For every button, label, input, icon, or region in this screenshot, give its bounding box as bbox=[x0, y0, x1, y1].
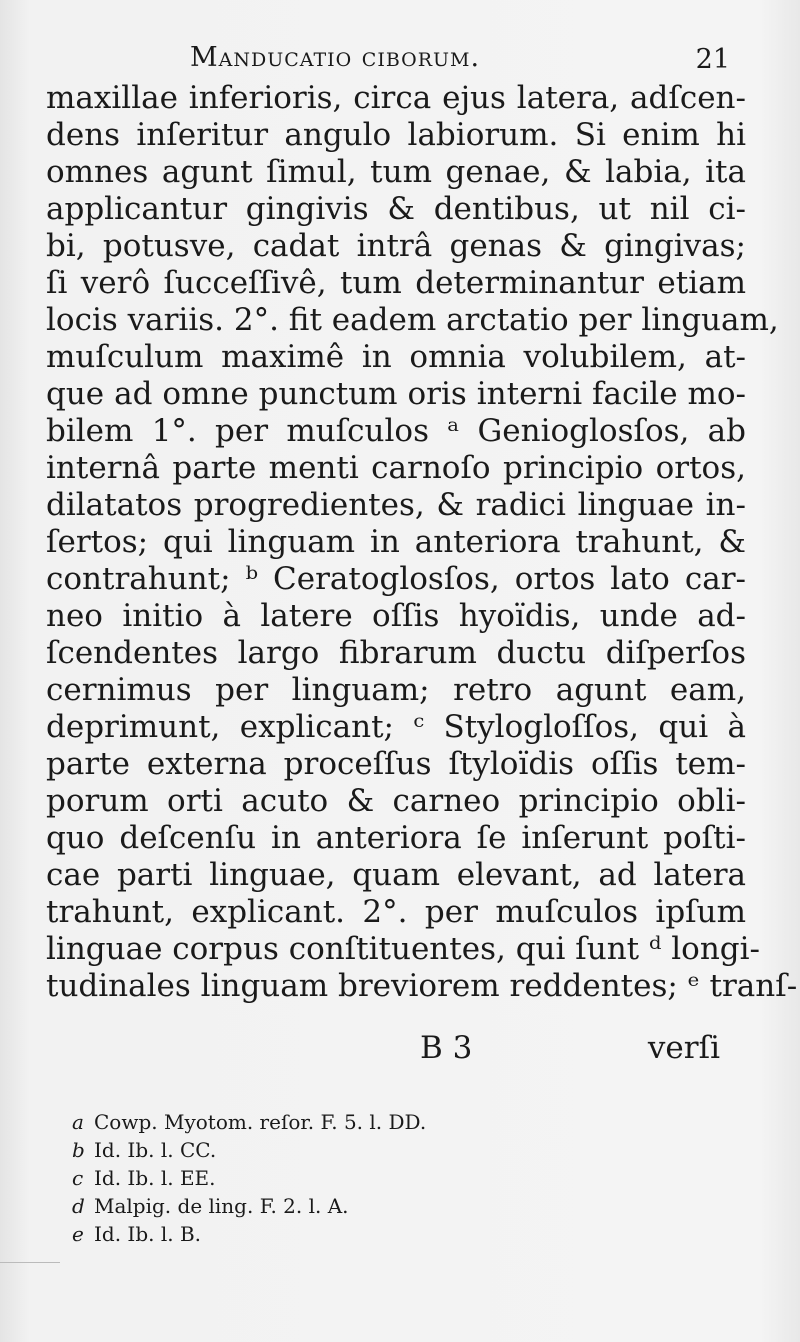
text-line: omnes agunt ſimul, tum genae, & labia, ita bbox=[46, 154, 746, 190]
footnote-mark: d bbox=[72, 1194, 85, 1218]
text-line: ſcendentes largo fibrarum ductu diſperſos bbox=[46, 635, 746, 671]
signature-row bbox=[420, 1030, 720, 1070]
footnote-text: Cowp. Myotom. reſor. F. 5. l. DD. bbox=[94, 1110, 427, 1134]
footnote bbox=[72, 1220, 572, 1248]
text-line: quo deſcenſu in anteriora ſe inſerunt poſti- bbox=[46, 820, 746, 856]
footnotes bbox=[72, 1108, 572, 1248]
body-text bbox=[46, 80, 798, 1005]
text-line: bi, potusve, cadat intrâ genas & gingivas; bbox=[46, 228, 746, 264]
text-line: cernimus per linguam; retro agunt eam, bbox=[46, 672, 746, 708]
text-line: neo initio à latere oſſis hyoïdis, unde ad- bbox=[46, 598, 746, 634]
text-line: internâ parte menti carnoſo principio ortos, bbox=[46, 450, 746, 486]
text-line: maxillae inferioris, circa ejus latera, adſcen- bbox=[46, 80, 746, 116]
footnote-mark: c bbox=[72, 1166, 84, 1190]
footnote-mark: e bbox=[72, 1222, 84, 1246]
text-line: dilatatos progredientes, & radici linguae in- bbox=[46, 487, 746, 523]
text-line: contrahunt; ᵇ Ceratoglosſos, ortos lato car- bbox=[46, 561, 746, 597]
footnote-mark: a bbox=[72, 1110, 84, 1134]
text-line: dens inſeritur angulo labiorum. Si enim hi bbox=[46, 117, 746, 153]
signature-mark: B 3 bbox=[420, 1030, 473, 1066]
page-header bbox=[190, 42, 740, 82]
text-line: ſertos; qui linguam in anteriora trahunt, & bbox=[46, 524, 746, 560]
text-line: muſculum maximê in omnia volubilem, at- bbox=[46, 339, 746, 375]
text-line: ſi verô ſucceſſivê, tum determinantur etiam bbox=[46, 265, 746, 301]
footnote bbox=[72, 1108, 572, 1136]
footnote-text: Malpig. de ling. F. 2. l. A. bbox=[94, 1194, 349, 1218]
running-title: Manducatio ciborum. bbox=[190, 42, 481, 73]
text-line: linguae corpus conſtituentes, qui ſunt ᵈ longi- bbox=[46, 931, 761, 967]
margin-rule bbox=[0, 1262, 60, 1263]
footnote bbox=[72, 1164, 572, 1192]
page-number: 21 bbox=[695, 44, 730, 75]
text-line: que ad omne punctum oris interni facile mo- bbox=[46, 376, 746, 412]
footnote-text: Id. Ib. l. EE. bbox=[94, 1166, 216, 1190]
footnote-text: Id. Ib. l. B. bbox=[94, 1222, 202, 1246]
text-line: applicantur gingivis & dentibus, ut nil ci- bbox=[46, 191, 746, 227]
text-line: porum orti acuto & carneo principio obli- bbox=[46, 783, 746, 819]
footnote bbox=[72, 1192, 572, 1220]
text-line: bilem 1°. per muſculos ᵃ Genioglosſos, ab bbox=[46, 413, 746, 449]
text-line: parte externa proceſſus ſtyloïdis oſſis tem- bbox=[46, 746, 746, 782]
footnote-mark: b bbox=[72, 1138, 85, 1162]
footnote bbox=[72, 1136, 572, 1164]
footnote-text: Id. Ib. l. CC. bbox=[94, 1138, 217, 1162]
text-line: tudinales linguam breviorem reddentes; ᵉ tranſ- bbox=[46, 968, 798, 1004]
text-line: locis variis. 2°. fit eadem arctatio per linguam, bbox=[46, 302, 779, 338]
text-line: cae parti linguae, quam elevant, ad latera bbox=[46, 857, 746, 893]
text-line: trahunt, explicant. 2°. per muſculos ipſum bbox=[46, 894, 746, 930]
text-line: deprimunt, explicant; ᶜ Stylogloſſos, qui à bbox=[46, 709, 746, 745]
catchword: verſi bbox=[647, 1030, 720, 1066]
